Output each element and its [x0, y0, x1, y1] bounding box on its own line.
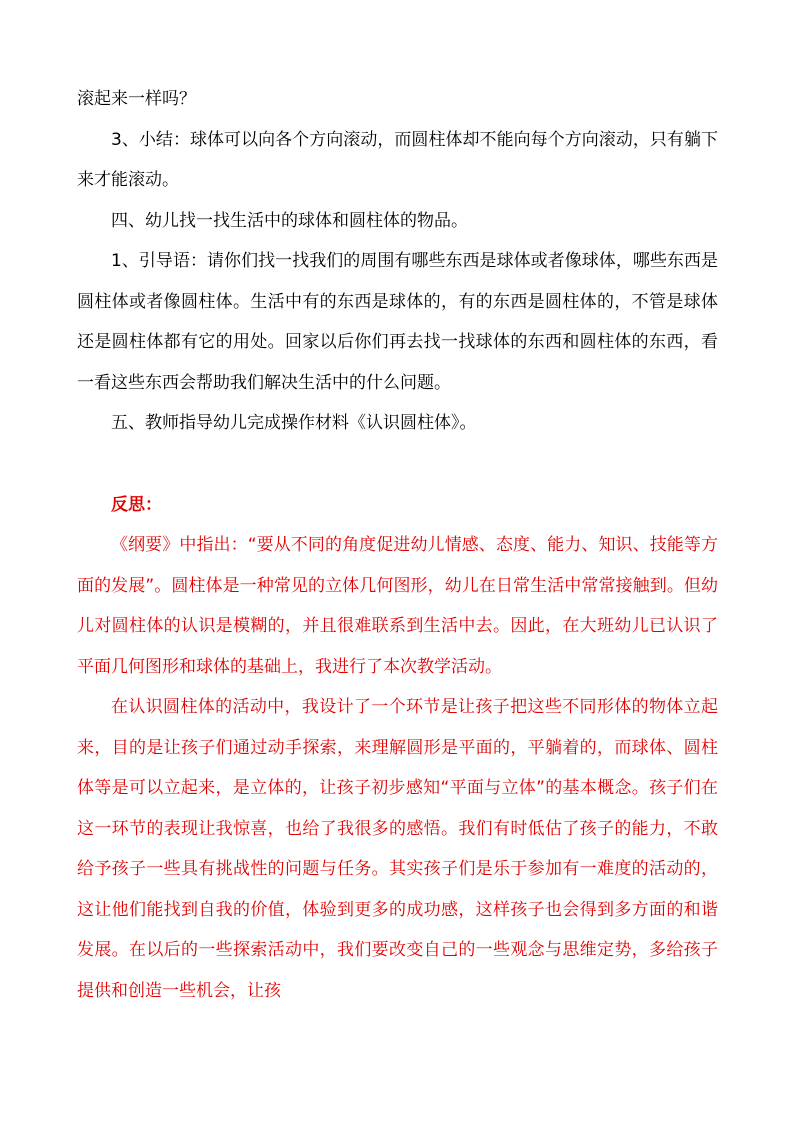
lesson-section-four-heading: 四、幼儿找一找生活中的球体和圆柱体的物品。: [111, 210, 468, 231]
document-page: [77, 79, 718, 1011]
lesson-paragraph-guidance: 1、引导语：请你们找一找我们的周围有哪些东西是球体或者像球体，哪些东西是圆柱体或者像圆柱体。生活中有的东西是球体的，有的东西是圆柱体的，不管是球体还是圆柱体都有它的用处。回家以后你们再去找一找球体的东西和圆柱体的东西，看一看这些东西会帮助我们解决生活中的什么问题。: [77, 251, 718, 393]
lesson-section-five-heading: 五、教师指导幼儿完成操作材料《认识圆柱体》。: [111, 413, 477, 433]
section-gap: [77, 444, 718, 485]
lesson-paragraph-continuation: 滚起来一样吗？: [77, 89, 196, 109]
reflection-heading: 反思：: [111, 494, 162, 515]
reflection-paragraph-2: 在认识圆柱体的活动中，我设计了一个环节是让孩子把这些不同形体的物体立起来，目的是让孩子们通过动手探索，来理解圆形是平面的，平躺着的，而球体、圆柱体等是可以立起来，是立体的，让孩子初步感知“平面与立体”的基本概念。孩子们在这一环节的表现让我惊喜，也给了我很多的感悟。我们有时低估了孩子的能力，不敢给予孩子一些具有挑战性的问题与任务。其实孩子们是乐于参加有一难度的活动的，这让他们能找到自我的价值，体验到更多的成功感，这样孩子也会得到多方面的和谐发展。在以后的一些探索活动中，我们要改变自己的一些观念与思维定势，多给孩子提供和创造一些机会，让孩: [77, 697, 718, 1001]
lesson-paragraph-summary: 3、小结：球体可以向各个方向滚动，而圆柱体却不能向每个方向滚动，只有躺下来才能滚动。: [77, 129, 718, 190]
reflection-paragraph-1: 《纲要》中指出：“要从不同的角度促进幼儿情感、态度、能力、知识、技能等方面的发展”。圆柱体是一种常见的立体几何图形，幼儿在日常生活中常常接触到。但幼儿对圆柱体的认识是模糊的，并且很难联系到生活中去。因此，在大班幼儿已认识了平面几何图形和球体的基础上，我进行了本次教学活动。: [77, 535, 718, 677]
